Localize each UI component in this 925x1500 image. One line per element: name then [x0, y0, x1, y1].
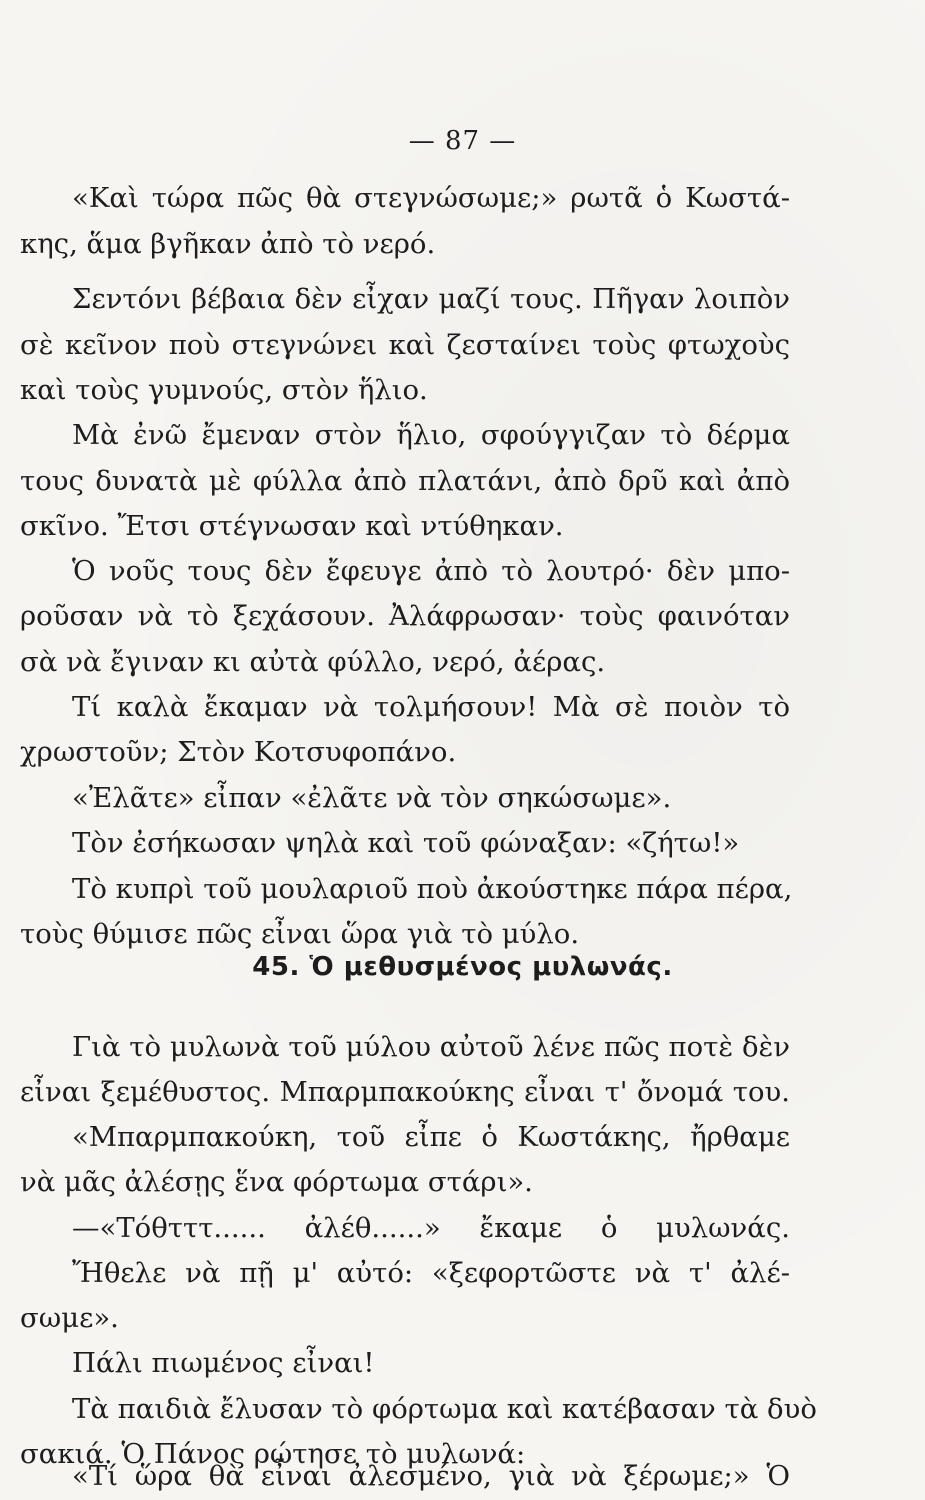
text-line: κης, ἅμα βγῆκαν ἀπὸ τὸ νερό.	[20, 228, 436, 260]
text-line: τοὺς θύμισε πῶς εἶναι ὥρα γιὰ τὸ μύλο.	[20, 918, 580, 950]
text-line: τους δυνατὰ μὲ φύλλα ἀπὸ πλατάνι, ἀπὸ δρῦ καὶ ἀπὸ	[20, 465, 790, 497]
text-line: «Μπαρμπακούκη, τοῦ εἶπε ὁ Κωστάκης, ἤρθαμε	[72, 1121, 790, 1153]
text-line: Τί καλὰ ἔκαμαν νὰ τολμήσουν! Μὰ σὲ ποιὸν τὸ	[72, 691, 790, 723]
text-line: Πάλι πιωμένος εἶναι!	[72, 1347, 375, 1379]
text-line: «Ἐλᾶτε» εἶπαν «ἐλᾶτε νὰ τὸν σηκώσωμε».	[72, 782, 672, 814]
text-line: Μὰ ἐνῶ ἔμεναν στὸν ἥλιο, σφούγγιζαν τὸ δέρμα	[72, 419, 790, 451]
text-line: σωμε».	[20, 1302, 119, 1334]
text-line: Τὸ κυπρὶ τοῦ μουλαριοῦ ποὺ ἀκούστηκε πάρα πέρα,	[72, 873, 793, 905]
text-line: χρωστοῦν; Στὸν Κοτσυφοπάνο.	[20, 736, 457, 768]
page-number: — 87 —	[408, 126, 517, 156]
text-line: σκῖνο. Ἔτσι στέγνωσαν καὶ ντύθηκαν.	[20, 510, 564, 542]
text-line: καὶ τοὺς γυμνούς, στὸν ἥλιο.	[20, 374, 428, 406]
text-line: Ὁ νοῦς τους δὲν ἔφευγε ἀπὸ τὸ λουτρό· δὲν μπο-	[72, 555, 790, 587]
text-line: σακιά. Ὁ Πάνος ρώτησε τὸ μυλωνά:	[20, 1438, 526, 1470]
text-line: «Καὶ τώρα πῶς θὰ στεγνώσωμε;» ρωτᾶ ὁ Κωστά-	[72, 182, 790, 214]
text-line: —«Τόθτττ...... ἀλέθ......» ἔκαμε ὁ μυλωνάς.	[72, 1212, 790, 1244]
text-line: σὲ κεῖνον ποὺ στεγνώνει καὶ ζεσταίνει τοὺς φτωχοὺς	[20, 329, 790, 361]
text-line: Τὰ παιδιὰ ἔλυσαν τὸ φόρτωμα καὶ κατέβασαν τὰ δυὸ	[72, 1393, 817, 1425]
text-line: Γιὰ τὸ μυλωνὰ τοῦ μύλου αὐτοῦ λένε πῶς ποτὲ δὲν	[72, 1031, 790, 1063]
text-line: «Τί ὥρα θὰ εἶναι ἀλεσμένο, γιὰ νὰ ξέρωμε;» Ὁ	[72, 1460, 790, 1492]
text-line: Ἤθελε νὰ πῇ μ' αὐτό: «ξεφορτῶστε νὰ τ' ἀλέ-	[72, 1257, 790, 1289]
text-line: ροῦσαν νὰ τὸ ξεχάσουν. Ἀλάφρωσαν· τοὺς φαινόταν	[20, 600, 790, 632]
text-line: Σεντόνι βέβαια δὲν εἶχαν μαζί τους. Πῆγαν λοιπὸν	[72, 283, 790, 315]
text-line: Τὸν ἐσήκωσαν ψηλὰ καὶ τοῦ φώναξαν: «ζήτω!»	[72, 827, 740, 859]
text-line: εἶναι ξεμέθυστος. Μπαρμπακούκης εἶναι τ' ὄνομά του.	[20, 1076, 790, 1108]
text-line: νὰ μᾶς ἀλέσῃς ἕνα φόρτωμα στάρι».	[20, 1166, 533, 1198]
section-heading: 45. Ὁ μεθυσμένος μυλωνάς.	[252, 952, 673, 982]
text-line: σὰ νὰ ἔγιναν κι αὐτὰ φύλλο, νερό, ἀέρας.	[20, 646, 606, 678]
